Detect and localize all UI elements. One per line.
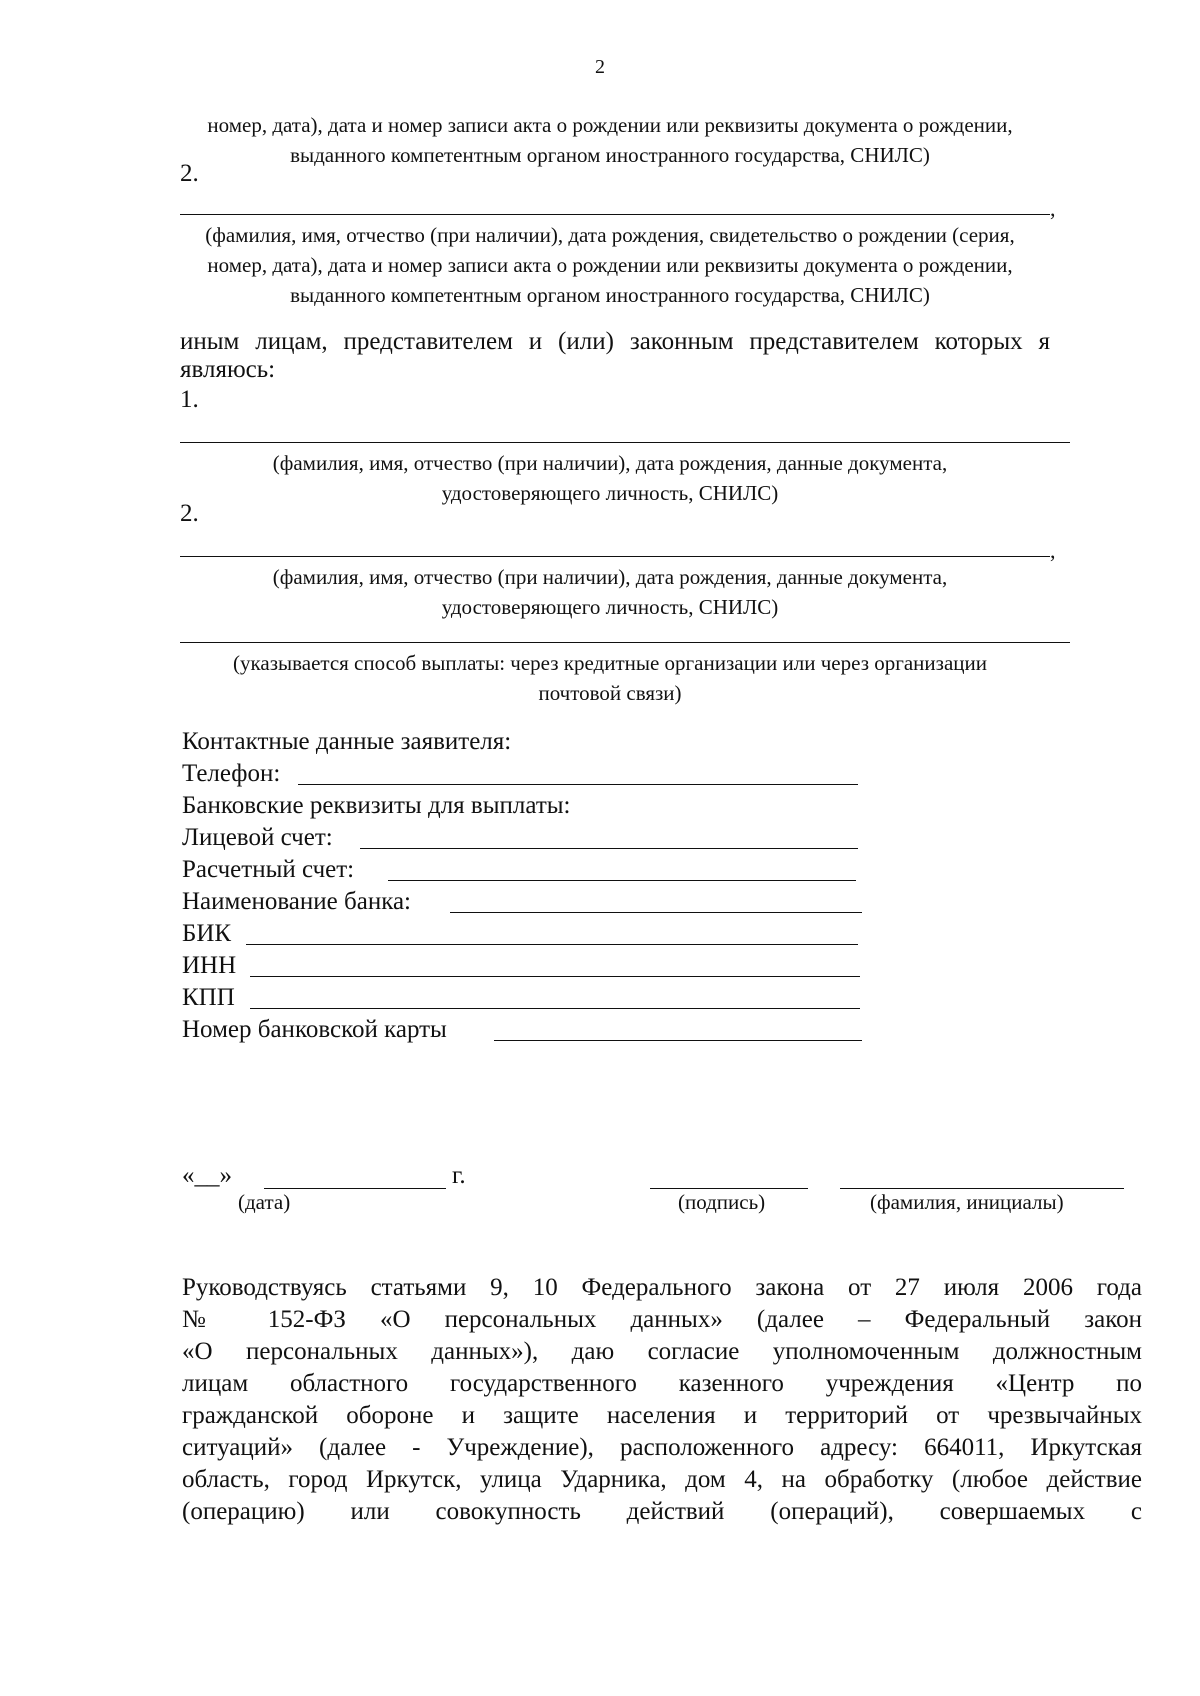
- note-line: (фамилия, имя, отчество (при наличии), дата рождения, данные документа,: [272, 565, 948, 589]
- consent-line: (операцию) или совокупность действий (операций), совершаемых с: [182, 1498, 1142, 1525]
- bank-name-label: Наименование банка:: [182, 888, 412, 915]
- contacts-heading: Контактные данные заявителя:: [182, 728, 512, 755]
- name-initials-caption: (фамилия, инициалы): [870, 1190, 1064, 1214]
- child-item-2-fill-line[interactable]: [180, 214, 1050, 215]
- other-person-2-number: 2.: [180, 500, 199, 527]
- intro-line: иным лицам, представителем и (или) законным представителем которых я: [180, 328, 1050, 355]
- card-number-field[interactable]: [494, 1040, 862, 1041]
- consent-line: Руководствуясь статьями 9, 10 Федерального закона от 27 июля 2006 года: [182, 1274, 1142, 1301]
- note-line: (фамилия, имя, отчество (при наличии), дата рождения, свидетельство о рождении (серия,: [205, 223, 1015, 247]
- note-line: удостоверяющего личность, СНИЛС): [441, 481, 779, 505]
- bank-name-field[interactable]: [450, 912, 862, 913]
- signature-caption: (подпись): [678, 1190, 766, 1214]
- other-person-1-number: 1.: [180, 386, 199, 413]
- consent-line: область, город Иркутск, улица Ударника, дом 4, на обработку (любое действие: [182, 1466, 1142, 1493]
- other-person-1-note: [150, 448, 1070, 508]
- phone-field[interactable]: [298, 784, 858, 785]
- top-note-line: выданного компетентным органом иностранного государства, СНИЛС): [290, 143, 930, 167]
- consent-paragraph: [182, 1272, 1142, 1528]
- top-note: [150, 110, 1070, 170]
- top-note-line: номер, дата), дата и номер записи акта о рождении или реквизиты документа о рождении,: [207, 113, 1013, 137]
- date-caption: (дата): [238, 1190, 291, 1214]
- other-person-2-comma: ,: [1050, 538, 1056, 563]
- note-line: (указывается способ выплаты: через кредитные организации или через организации: [233, 651, 987, 675]
- child-item-2-number: 2.: [180, 160, 199, 187]
- consent-line: «О персональных данных»), даю согласие уполномоченным должностным: [182, 1338, 1142, 1365]
- note-line: номер, дата), дата и номер записи акта о рождении или реквизиты документа о рождении,: [207, 253, 1013, 277]
- other-person-1-fill-line[interactable]: [180, 442, 1070, 443]
- name-initials-field[interactable]: [840, 1188, 1124, 1189]
- settlement-account-field[interactable]: [388, 880, 856, 881]
- personal-account-field[interactable]: [360, 848, 858, 849]
- other-persons-intro: [180, 326, 1050, 386]
- kpp-field[interactable]: [250, 1008, 860, 1009]
- settlement-account-label: Расчетный счет:: [182, 856, 355, 883]
- payment-method-note: [150, 648, 1070, 708]
- other-person-2-note: [150, 562, 1070, 622]
- other-person-2-fill-line[interactable]: [180, 556, 1050, 557]
- payment-method-fill-line[interactable]: [180, 642, 1070, 643]
- consent-line: лицам областного государственного казенного учреждения «Центр по: [182, 1370, 1142, 1397]
- intro-line: являюсь:: [180, 356, 276, 383]
- bik-field[interactable]: [246, 944, 858, 945]
- consent-line: № 152-ФЗ «О персональных данных» (далее – Федеральный закон: [182, 1306, 1142, 1333]
- phone-label: Телефон:: [182, 760, 281, 787]
- bank-details-heading: Банковские реквизиты для выплаты:: [182, 792, 571, 819]
- personal-account-label: Лицевой счет:: [182, 824, 333, 851]
- note-line: выданного компетентным органом иностранного государства, СНИЛС): [290, 283, 930, 307]
- note-line: почтовой связи): [538, 681, 682, 705]
- date-month-field[interactable]: [264, 1188, 446, 1189]
- note-line: удостоверяющего личность, СНИЛС): [441, 595, 779, 619]
- card-number-label: Номер банковской карты: [182, 1016, 447, 1043]
- date-day-quotes[interactable]: «__»: [182, 1162, 232, 1189]
- kpp-label: КПП: [182, 984, 235, 1011]
- child-item-2-comma: ,: [1050, 196, 1056, 221]
- child-item-2-note: [150, 220, 1070, 310]
- consent-line: гражданской обороне и защите населения и территорий от чрезвычайных: [182, 1402, 1142, 1429]
- inn-label: ИНН: [182, 952, 237, 979]
- signature-field[interactable]: [650, 1188, 808, 1189]
- page-number: 2: [595, 56, 605, 78]
- note-line: (фамилия, имя, отчество (при наличии), дата рождения, данные документа,: [272, 451, 948, 475]
- consent-line: ситуаций» (далее - Учреждение), расположенного адресу: 664011, Иркутская: [182, 1434, 1142, 1461]
- bik-label: БИК: [182, 920, 232, 947]
- inn-field[interactable]: [250, 976, 860, 977]
- year-suffix: г.: [452, 1162, 466, 1189]
